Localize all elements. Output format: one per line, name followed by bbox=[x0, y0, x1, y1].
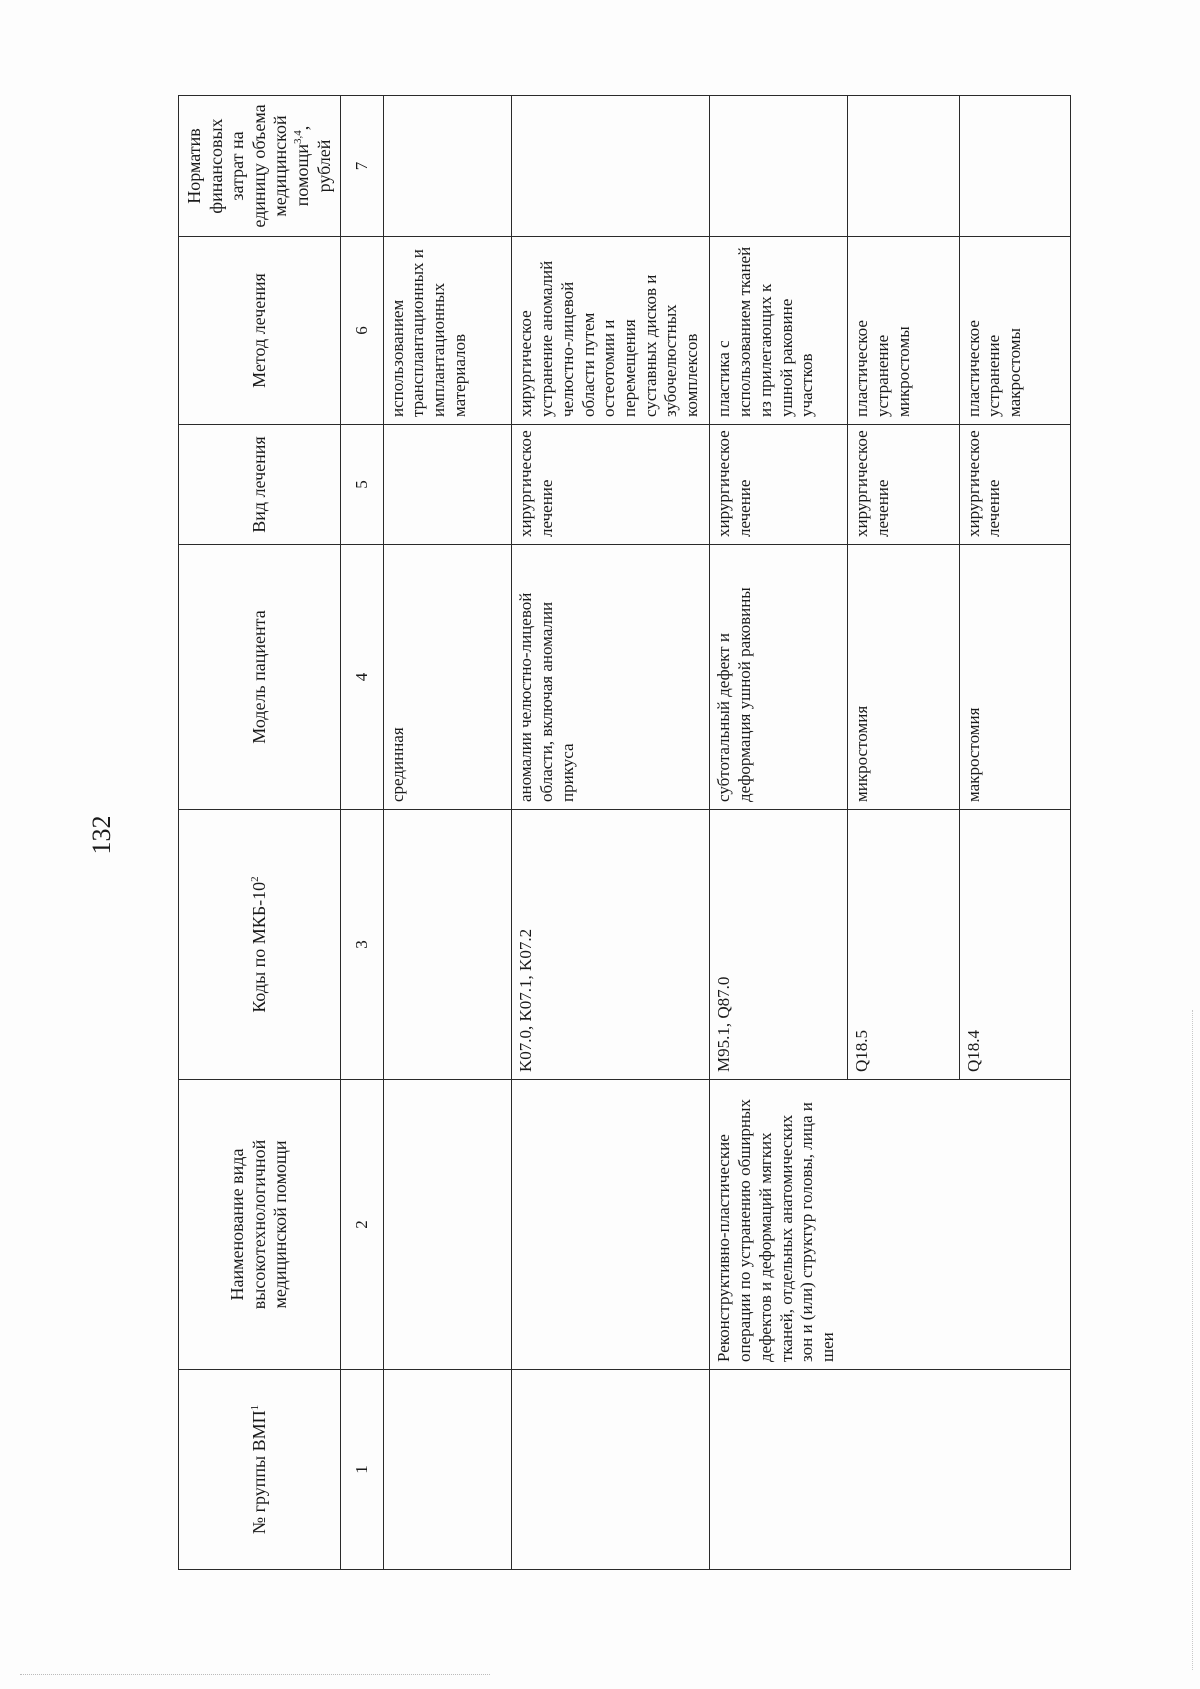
header-icd-codes: Коды по МКБ-$10^2$ bbox=[179, 810, 341, 1080]
col-number: 1 bbox=[341, 1370, 384, 1570]
rotated-page-content bbox=[178, 96, 1071, 1570]
cell-vmp-name: Реконструктивно-пластические операции по устранению обширных дефектов и деформаций мягких тканей, отдельных анатомических зон и (или) структур головы, лица и шеи bbox=[710, 1080, 1071, 1370]
table-row bbox=[383, 96, 512, 1570]
column-number-row bbox=[341, 96, 384, 1570]
col-number: 4 bbox=[341, 545, 384, 810]
table-header-row bbox=[179, 96, 341, 1570]
table-row bbox=[710, 96, 848, 1570]
header-cost-standard: Норматив финансовых затрат на единицу объема медицинской помощи$^{3,4}$, рублей bbox=[179, 96, 341, 237]
cell-patient-model: микростомия bbox=[848, 545, 959, 810]
cell-patient-model: макростомия bbox=[959, 545, 1070, 810]
cell-patient-model: срединная bbox=[383, 545, 512, 810]
page-number: 132 bbox=[87, 815, 116, 855]
cell-cost-standard bbox=[848, 96, 959, 237]
header-treatment-type: Вид лечения bbox=[179, 425, 341, 545]
cell-treatment-method: пластическое устранение макростомы bbox=[959, 237, 1070, 425]
cell-treatment-type: хирургическое лечение bbox=[848, 425, 959, 545]
cell-group-number bbox=[383, 1370, 512, 1570]
cell-group-number bbox=[512, 1370, 710, 1570]
scan-edge-line bbox=[20, 1674, 490, 1675]
cell-patient-model: субтотальный дефект и деформация ушной раковины bbox=[710, 545, 848, 810]
cell-cost-standard bbox=[512, 96, 710, 237]
col-number: 7 bbox=[341, 96, 384, 237]
cell-treatment-type bbox=[383, 425, 512, 545]
cell-treatment-type: хирургическое лечение bbox=[710, 425, 848, 545]
col-number: 5 bbox=[341, 425, 384, 545]
cell-icd-codes: Q18.5 bbox=[848, 810, 959, 1080]
vmp-table bbox=[178, 95, 1071, 1570]
scan-edge-line bbox=[1192, 1010, 1193, 1670]
header-patient-model: Модель пациента bbox=[179, 545, 341, 810]
cell-treatment-method: пластическое устранение микростомы bbox=[848, 237, 959, 425]
col-number: 6 bbox=[341, 237, 384, 425]
cell-treatment-method: хирургическое устранение аномалий челюстно-лицевой области путем остеотомии и перемещения суставных дисков и зубочелюстных комплексов bbox=[512, 237, 710, 425]
cell-group-number bbox=[710, 1370, 1071, 1570]
cell-patient-model: аномалии челюстно-лицевой области, включая аномалии прикуса bbox=[512, 545, 710, 810]
cell-cost-standard bbox=[959, 96, 1070, 237]
header-vmp-name: Наименование вида высокотехнологичной медицинской помощи bbox=[179, 1080, 341, 1370]
cell-vmp-name bbox=[512, 1080, 710, 1370]
cell-cost-standard bbox=[710, 96, 848, 237]
cell-cost-standard bbox=[383, 96, 512, 237]
cell-treatment-method: пластика с использованием тканей из прилегающих к ушной раковине участков bbox=[710, 237, 848, 425]
cell-vmp-name bbox=[383, 1080, 512, 1370]
cell-icd-codes bbox=[383, 810, 512, 1080]
cell-icd-codes: K07.0, K07.1, K07.2 bbox=[512, 810, 710, 1080]
cell-treatment-type: хирургическое лечение bbox=[959, 425, 1070, 545]
table-row bbox=[512, 96, 710, 1570]
col-number: 2 bbox=[341, 1080, 384, 1370]
header-group-number: № группы ВМП$^1$ bbox=[179, 1370, 341, 1570]
cell-treatment-method: использованием трансплантационных и имплантационных материалов bbox=[383, 237, 512, 425]
cell-icd-codes: M95.1, Q87.0 bbox=[710, 810, 848, 1080]
col-number: 3 bbox=[341, 810, 384, 1080]
cell-treatment-type: хирургическое лечение bbox=[512, 425, 710, 545]
cell-icd-codes: Q18.4 bbox=[959, 810, 1070, 1080]
header-treatment-method: Метод лечения bbox=[179, 237, 341, 425]
